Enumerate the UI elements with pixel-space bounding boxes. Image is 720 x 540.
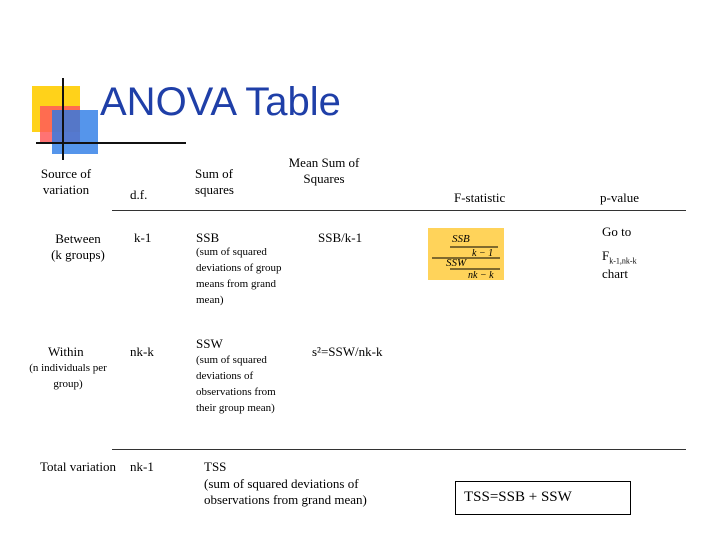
row-total-source: Total variation <box>40 459 116 474</box>
row-within-source: Within <box>48 344 84 359</box>
row-between-ms: SSB/k-1 <box>318 230 363 245</box>
pvalue-go-to: Go to <box>602 224 632 239</box>
header-p-value: p-value <box>600 190 639 205</box>
row-within-ss: SSW <box>196 336 223 351</box>
row-total-ss: TSS <box>204 459 227 474</box>
logo-horizontal-line <box>36 142 186 144</box>
fraction-den-b: nk − k <box>468 270 494 280</box>
slide-title: ANOVA Table <box>100 80 341 124</box>
logo-vertical-line <box>62 78 64 160</box>
fraction-num-b: k − 1 <box>472 248 494 259</box>
pvalue-f-subscript: k-1,nk-k <box>609 256 637 266</box>
row-total-ss-desc: (sum of squared deviations of observations from grand mean) <box>204 476 367 507</box>
row-between-source-sub: (k groups) <box>51 247 105 262</box>
header-sum-of-squares: Sum of squares <box>195 166 234 197</box>
header-source: Source of variation <box>40 166 92 197</box>
row-between-ss: SSB <box>196 230 220 245</box>
row-within-ms: s²=SSW/nk-k <box>312 344 383 359</box>
fraction-num-a: SSB <box>452 233 470 245</box>
row-between-df: k-1 <box>134 230 152 245</box>
row-within-ss-desc: (sum of squared deviations of observations from their group mean) <box>196 354 276 414</box>
pvalue-chart: chart <box>602 266 628 281</box>
row-between-source: Between <box>55 231 101 246</box>
row-within-df: nk-k <box>130 344 154 359</box>
row-total-df: nk-1 <box>130 459 154 474</box>
header-mean-sum-of-squares: Mean Sum of Squares <box>288 155 360 186</box>
header-f-statistic: F-statistic <box>454 190 506 205</box>
f-statistic-formula <box>428 228 504 280</box>
row-within-source-sub: (n individuals per group) <box>29 362 107 390</box>
total-rule <box>112 449 686 450</box>
logo-square-blue <box>52 110 98 154</box>
row-between-ss-desc: (sum of squared deviations of group means from grand mean) <box>196 246 282 306</box>
fraction-graphic <box>428 228 504 280</box>
header-rule <box>112 210 686 211</box>
tss-identity-box: TSS=SSB + SSW <box>455 481 631 515</box>
pvalue-f: F <box>602 248 610 263</box>
fraction-den-a: SSW <box>446 257 467 269</box>
header-df: d.f. <box>130 187 148 202</box>
